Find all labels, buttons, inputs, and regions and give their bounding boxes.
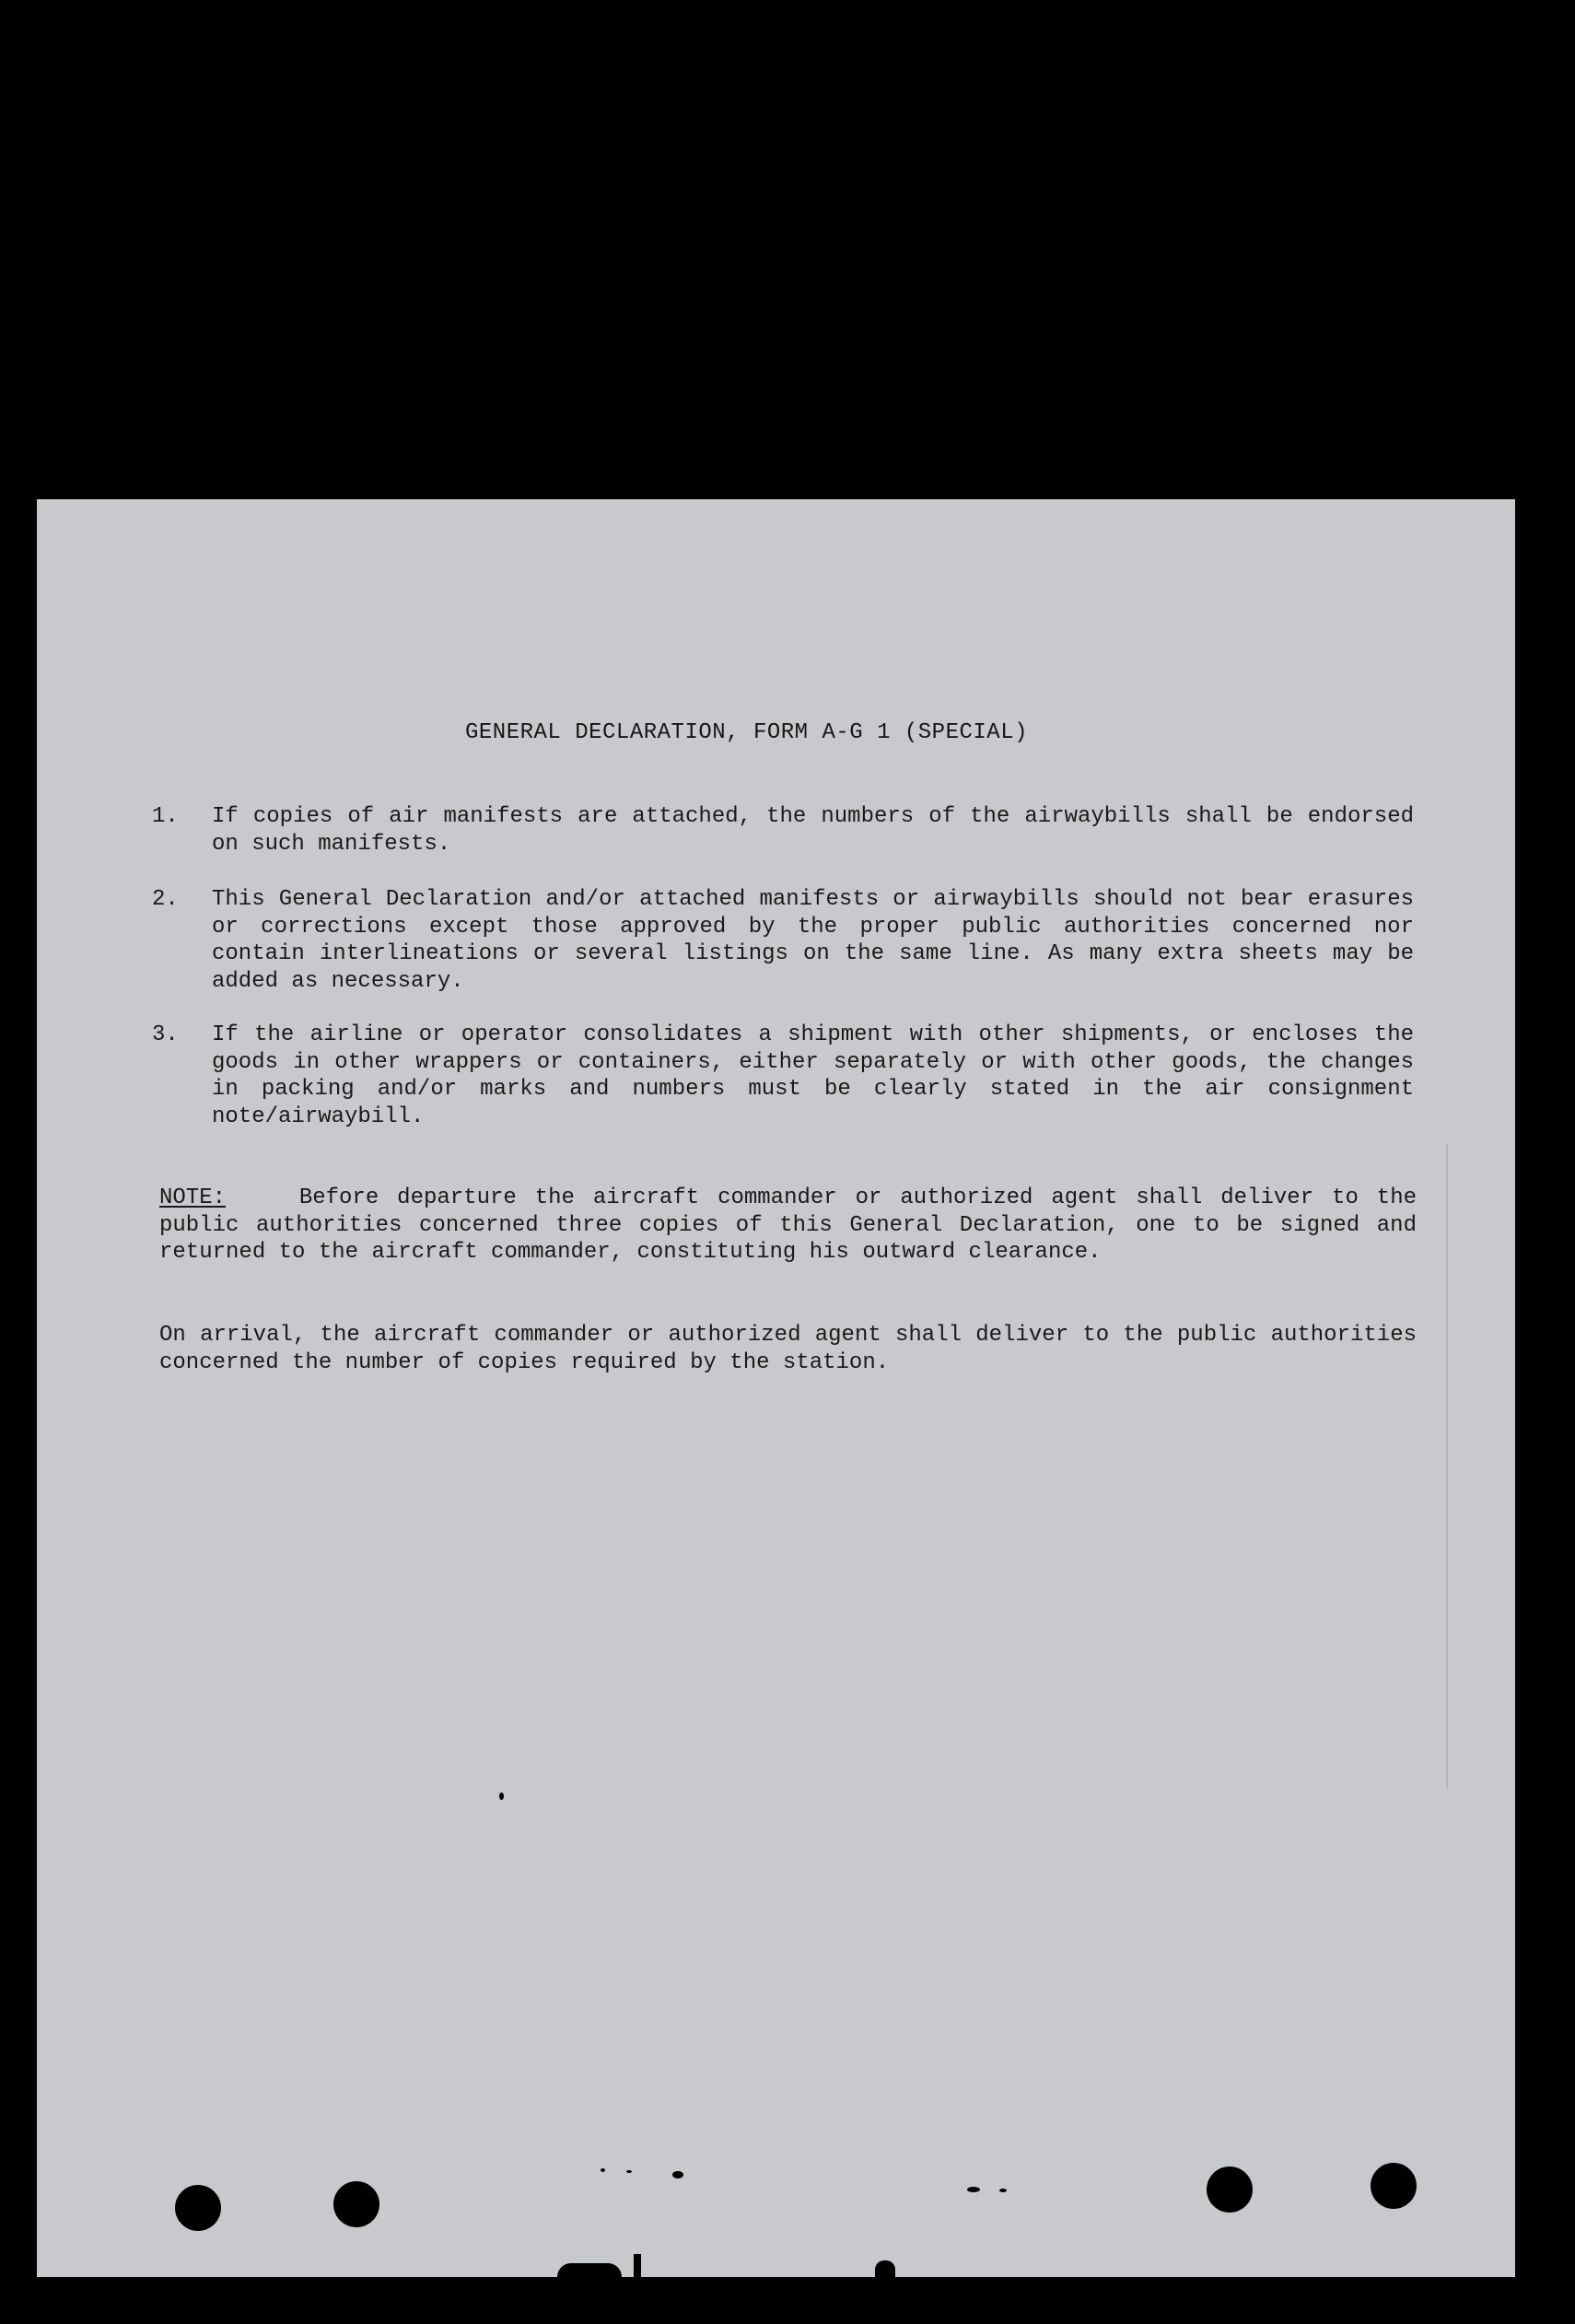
item-number: 1. (152, 804, 179, 829)
item-text: If copies of air manifests are attached, the numbers of the airwaybills shall be endorsed on such manifests. (212, 804, 1414, 857)
note-label: NOTE: (159, 1185, 227, 1210)
paper-sheet (37, 499, 1515, 2277)
torn-edge (557, 2263, 622, 2277)
item-text: If the airline or operator consolidates a shipment with other shipments, or encloses the goods in other wrappers or containers, either separately or with other goods, the changes in packing and/or marks and numbers must be clearly stated in the air consignment note/airwaybill. (212, 1022, 1414, 1129)
fold-line (1446, 1144, 1448, 1789)
punch-hole-1 (175, 2185, 221, 2231)
scan-speck (499, 1793, 504, 1800)
note-paragraph (159, 1185, 1417, 1267)
scan-speck (999, 2189, 1007, 2192)
arrival-paragraph: On arrival, the aircraft commander or authorized agent shall deliver to the public authorities concerned the number of copies required by the station. (159, 1323, 1417, 1375)
note-text: Before departure the aircraft commander or authorized agent shall deliver to the public authorities concerned three copies of this General Declaration, one to be signed and returned to the aircraft commander, constituting his outward clearance. (159, 1185, 1418, 1265)
document-title: GENERAL DECLARATION, FORM A-G 1 (SPECIAL) (465, 720, 1028, 745)
punch-hole-4 (1371, 2163, 1417, 2209)
scan-speck (626, 2170, 632, 2173)
scan-speck (672, 2171, 683, 2178)
punch-hole-3 (1207, 2166, 1253, 2213)
item-text: This General Declaration and/or attached manifests or airwaybills should not bear erasures or corrections except those approved by the proper public authorities concerned nor contain interlineations or several listings on the same line. As many extra sheets may be added as necessary. (212, 887, 1414, 994)
torn-edge (875, 2260, 895, 2277)
punch-hole-2 (333, 2181, 379, 2227)
item-number: 2. (152, 887, 179, 912)
scan-speck (967, 2187, 980, 2192)
scan-speck (601, 2168, 605, 2172)
item-number: 3. (152, 1022, 179, 1047)
torn-edge (634, 2254, 641, 2277)
